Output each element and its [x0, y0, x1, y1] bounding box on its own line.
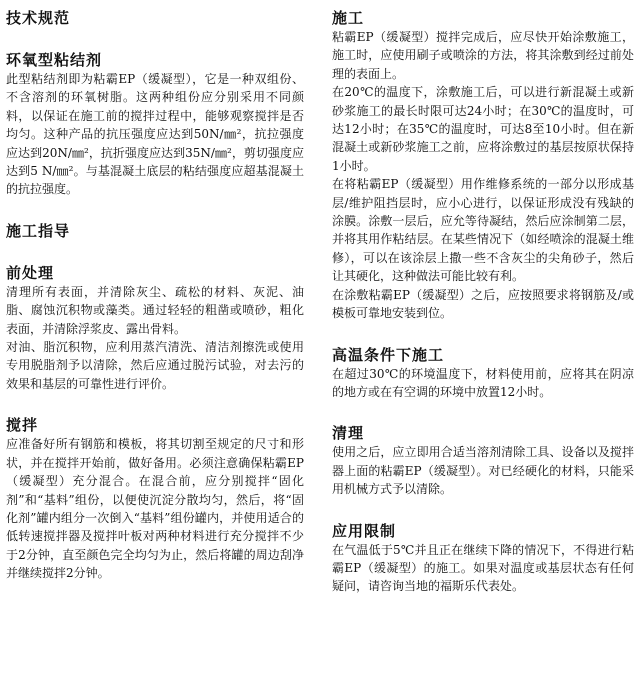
epoxy-adhesive-text: 此型粘结剂即为粘霸EP（缓凝型），它是一种双组份、不含溶剂的环氧树脂。这两种组份应分别采用不同颜料，以保证在施工前的搅拌过程中，能够观察搅拌是否均匀。这种产品的抗压强度应达到50N/㎜²，抗拉强度应达到20N/㎜²，抗折强度应达到35N/㎜²，剪切强度应达到5 N/㎜²。与基混凝土底层的粘结强度应超基混凝土的抗拉强度。 — [6, 72, 304, 197]
pretreatment-text-2: 对油、脂沉积物，应利用蒸汽清洗、清洁剂擦洗或使用专用脱脂剂予以清除，然后应通过脱污试验，对去污的效果和基层的可靠性进行评价。 — [6, 340, 304, 391]
application-text-4: 在涂敷粘霸EP（缓凝型）之后，应按照要求将钢筋及/或模板可靠地安装到位。 — [332, 287, 634, 321]
heading-application-limits: 应用限制 — [332, 521, 397, 540]
section-title-tech-spec: 技术规范 — [6, 9, 71, 27]
heading-pretreatment: 前处理 — [6, 263, 55, 282]
high-temperature-text: 在超过30℃的环境温度下，材料使用前，应将其在阴凉的地方或在有空调的环境中放置12小时。 — [332, 366, 634, 399]
heading-application: 施工 — [332, 9, 365, 27]
application-limits-text: 在气温低于5℃并且正在继续下降的情况下，不得进行粘霸EP（缓凝型）的施工。如果对温度或基层状态有任何疑问，请咨询当地的福斯乐代表处。 — [332, 542, 634, 594]
application-text-2: 在20℃的温度下，涂敷施工后，可以进行新混凝土或新砂浆施工的最长时限可达24小时；在30℃的温度时，可达12小时；在35℃的温度时，可达8至10小时。但在新混凝土或新砂浆施工之前，应将涂敷过的基层按原状保持1小时。 — [332, 85, 634, 173]
heading-mixing: 搅拌 — [6, 416, 39, 435]
section-title-construction-guide: 施工指导 — [6, 221, 71, 240]
application-text-3: 在将粘霸EP（缓凝型）用作维修系统的一部分以形成基层/维护阻挡层时，应小心进行，以保证形成没有残缺的涂膜。涂敷一层后，应允等待凝结，然后应涂制第二层，并将其用作粘结层。在某些情况下（如经喷涂的混凝土维修），可以在该涂层上撒一些不含灰尘的尖角砂子，然后让其硬化，这种做法可能比较有利。 — [332, 177, 634, 284]
right-column — [332, 8, 634, 596]
application-text-1: 粘霸EP（缓凝型）搅拌完成后，应尽快开始涂敷施工，施工时，应使用刷子或喷涂的方法，将其涂敷到经过前处理的表面上。 — [332, 30, 634, 81]
mixing-text: 应准备好所有钢筋和模板，将其切割至规定的尺寸和形状，并在搅拌开始前，做好备用。必须注意确保粘霸EP（缓凝型）充分混合。在混合前，应分别搅拌“固化剂”和“基料”组份，以便使沉淀分散均匀，然后，将“固化剂”罐内组分一次倒入“基料”组份罐内，并使用适合的低转速搅拌器及搅拌叶板对两种材料进行充分搅拌不少于2分钟，直至颜色完全均匀为止，然后将罐的周边刮净并继续搅拌2分钟。 — [6, 437, 304, 581]
cleaning-text: 使用之后，应立即用合适当溶剂清除工具、设备以及搅拌器上面的粘霸EP（缓凝型）。对已经硬化的材料，只能采用机械方式予以清除。 — [332, 445, 634, 497]
pretreatment-text-1: 清理所有表面，并清除灰尘、疏松的材料、灰泥、油脂、腐蚀沉积物或藻类。通过轻轻的粗凿或喷砂，粗化表面，并清除浮浆皮、露出骨料。 — [6, 284, 304, 336]
heading-high-temperature: 高温条件下施工 — [332, 345, 445, 364]
heading-cleaning: 清理 — [332, 424, 365, 443]
heading-epoxy-adhesive: 环氧型粘结剂 — [6, 51, 103, 69]
left-column — [6, 8, 304, 583]
